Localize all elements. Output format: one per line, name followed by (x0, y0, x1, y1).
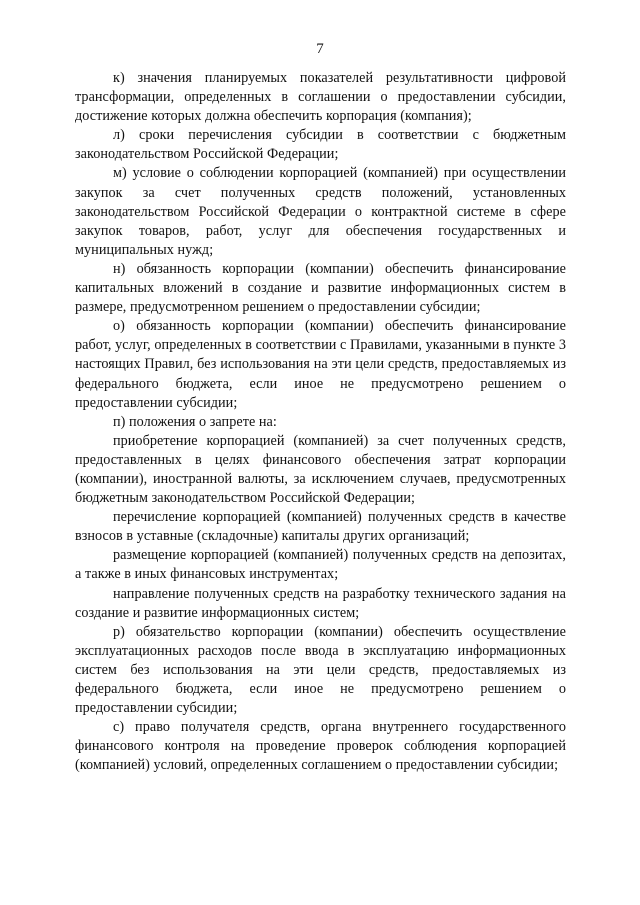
paragraph-m: м) условие о соблюдении корпорацией (компанией) при осуществлении закупок за счет полученных средств положений, установленных законодательством Российской Федерации о контрактной системе в сфере закупок товаров, работ, услуг для обеспечения государственных и муниципальных нужд; (75, 165, 566, 258)
paragraph-n: н) обязанность корпорации (компании) обеспечить финансирование капитальных вложений в создание и развитие информационных систем в размере, предусмотренном решением о предоставлении субсидии; (75, 260, 566, 316)
paragraph-l: л) сроки перечисления субсидии в соответствии с бюджетным законодательством Российской Федерации; (75, 127, 566, 163)
paragraph-p: п) положения о запрете на: (113, 413, 277, 430)
paragraph-s: с) право получателя средств, органа внутреннего государственного финансового контроля на проведение проверок соблюдения корпорацией (компанией) условий, определенных соглашением о предоставлении субсидии; (75, 719, 566, 774)
document-body (75, 69, 566, 775)
paragraph-p-item-2: перечисление корпорацией (компанией) полученных средств в качестве взносов в уставные (складочные) капиталы других организаций; (75, 509, 566, 545)
page-number: 7 (316, 41, 324, 57)
paragraph-k: к) значения планируемых показателей результативности цифровой трансформации, определенных в соглашении о предоставлении субсидии, достижение которых должна обеспечить корпорация (компания); (75, 70, 566, 125)
paragraph-p-item-1: приобретение корпорацией (компанией) за счет полученных средств, предоставленных в целях финансового обеспечения затрат корпорации (компании), иностранной валюты, за исключением случаев, предусмотренных бюджетным законодательством Российской Федерации; (75, 432, 566, 507)
paragraph-p-item-3: размещение корпорацией (компанией) полученных средств на депозитах, а также в иных финансовых инструментах; (75, 547, 566, 583)
paragraph-o: о) обязанность корпорации (компании) обеспечить финансирование работ, услуг, определенных в соответствии с Правилами, указанными в пункте 3 настоящих Правил, без использования на эти цели средств, предоставляемых из федерального бюджета, если иное не предусмотрено решением о предоставлении субсидии; (75, 318, 566, 411)
paragraph-r: р) обязательство корпорации (компании) обеспечить осуществление эксплуатационных расходов после ввода в эксплуатацию информационных систем без использования на эти цели средств, предоставляемых из федерального бюджета, если иное не предусмотрено решением о предоставлении субсидии; (75, 623, 566, 717)
paragraph-p-item-4: направление полученных средств на разработку технического задания на создание и развитие информационных систем; (75, 585, 566, 621)
